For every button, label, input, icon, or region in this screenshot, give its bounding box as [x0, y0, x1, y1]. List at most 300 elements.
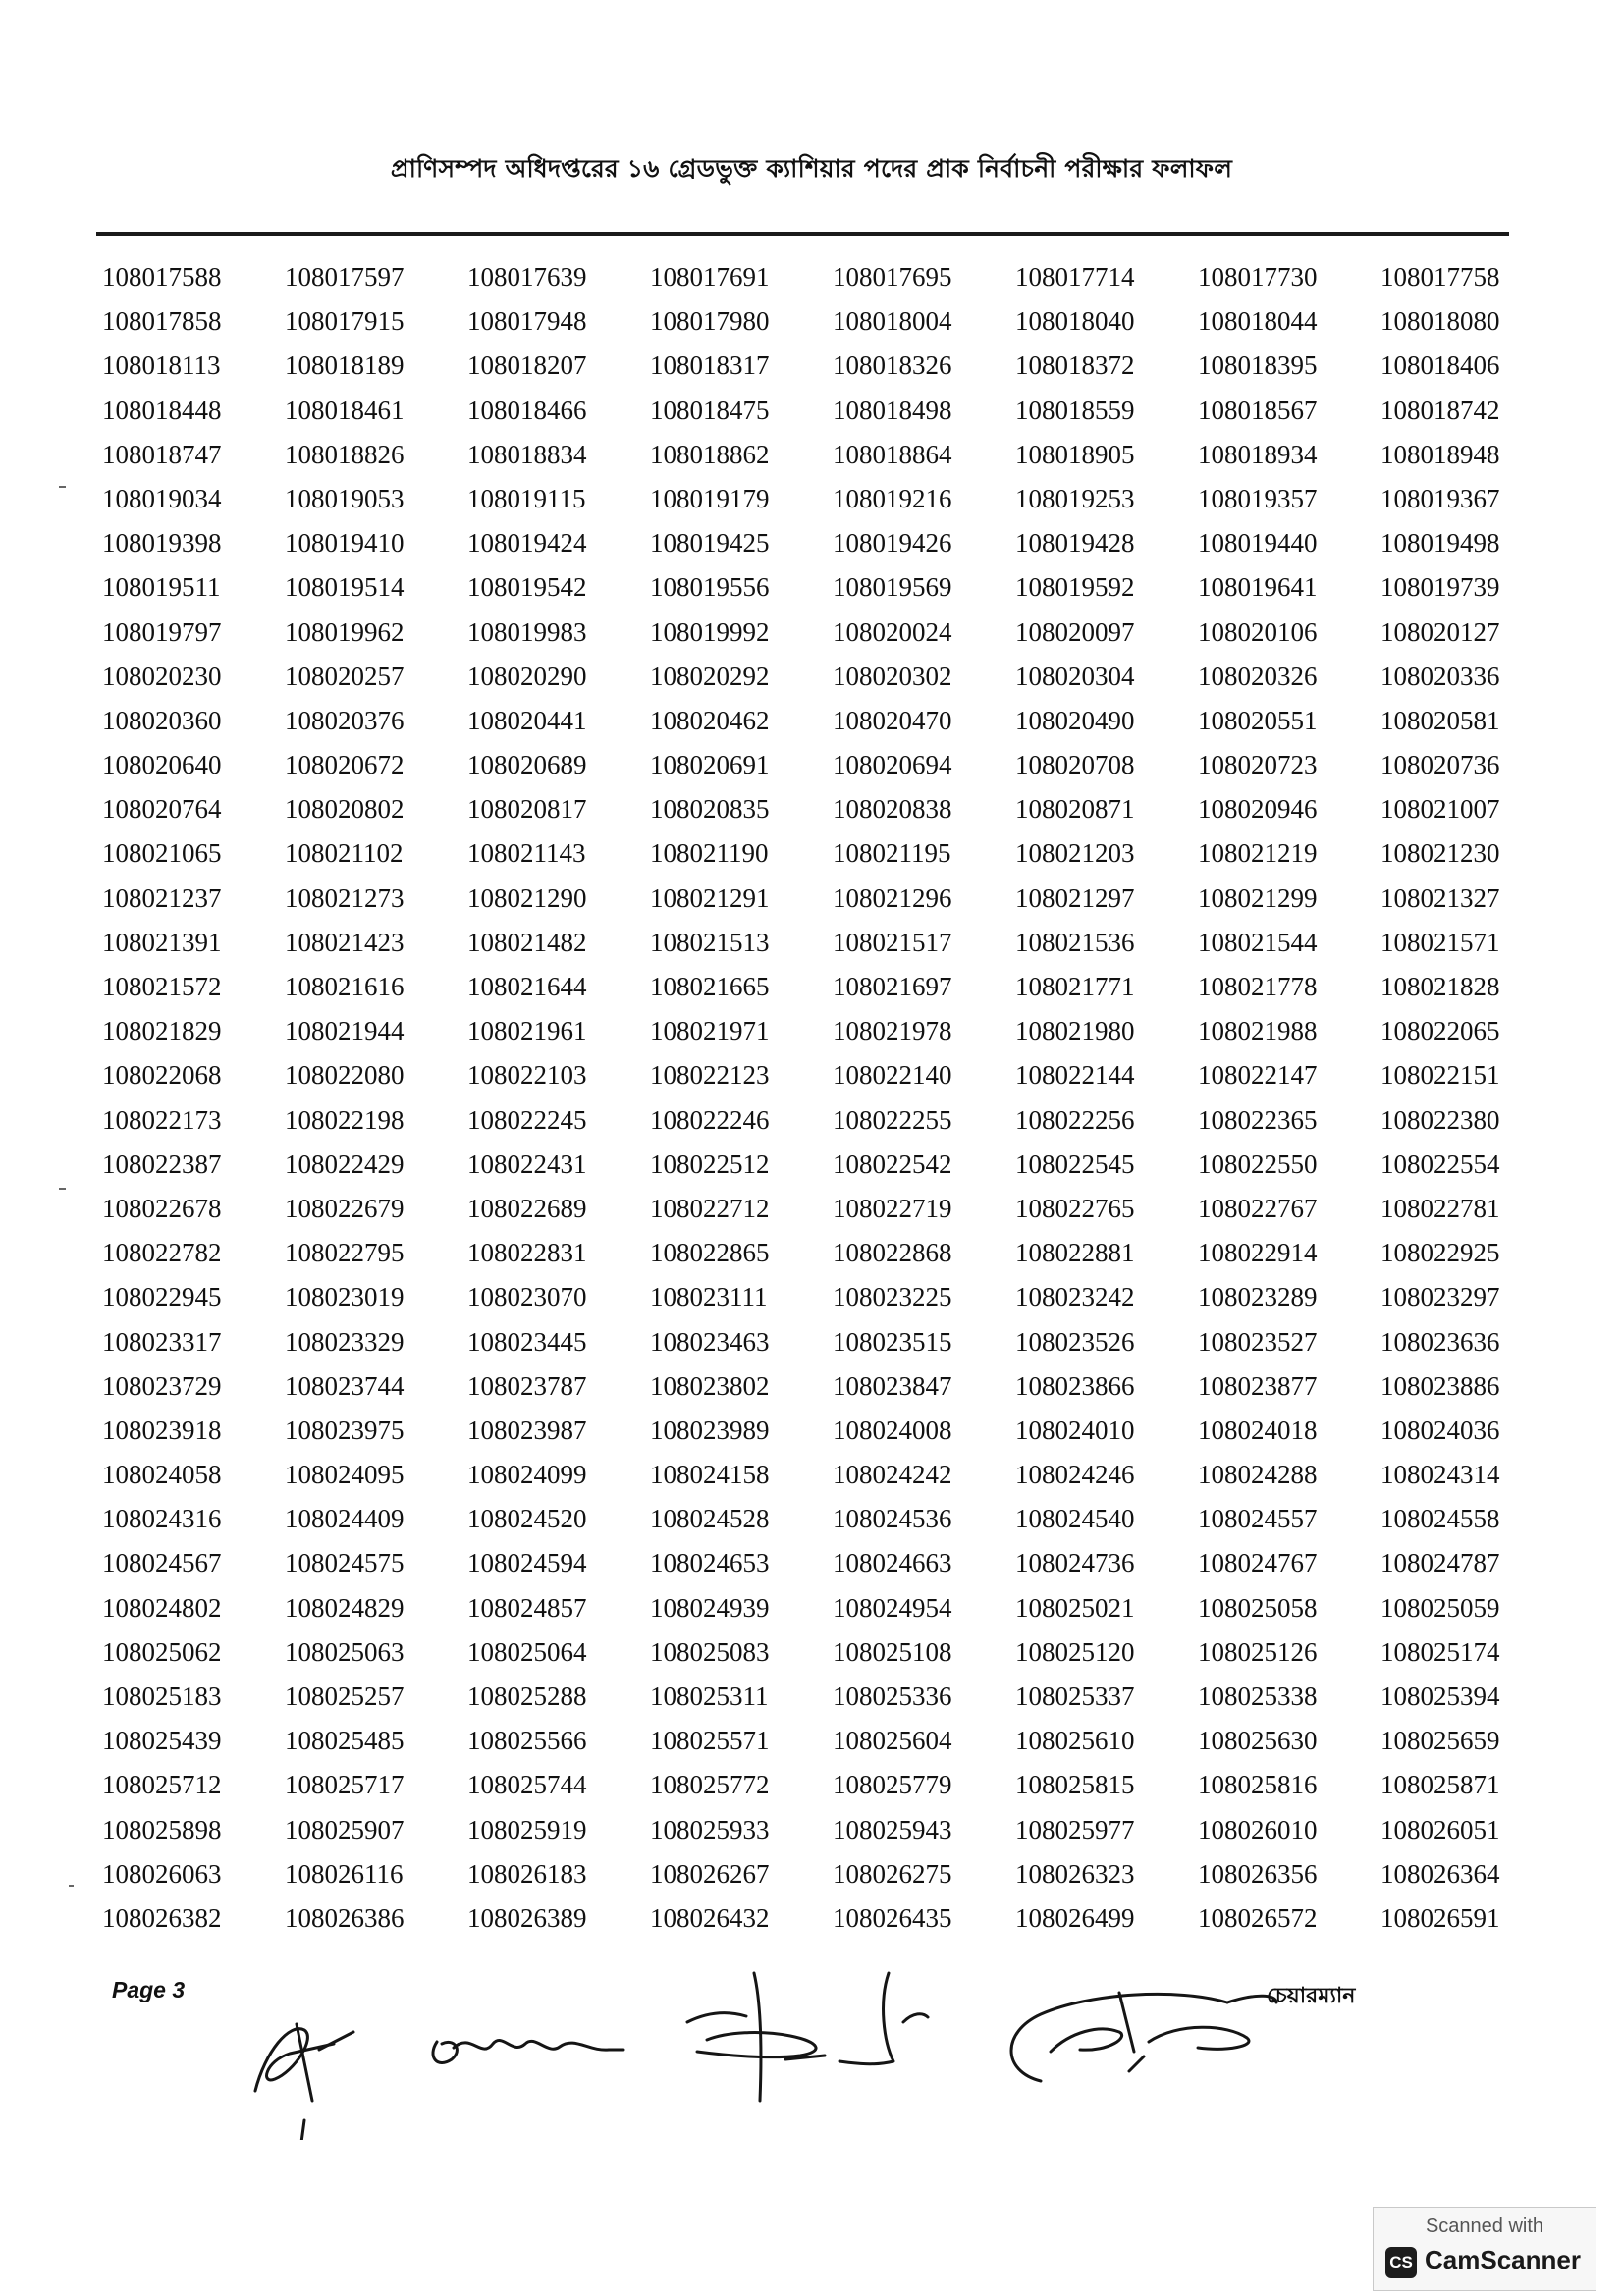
roll-number-cell: 108023987: [467, 1415, 587, 1445]
roll-number-cell: 108020708: [1015, 750, 1135, 780]
roll-number-cell: 108018372: [1015, 350, 1135, 381]
roll-number-cell: 108023847: [833, 1370, 952, 1401]
roll-number-cell: 108019034: [102, 483, 222, 513]
roll-number-cell: 108026572: [1198, 1902, 1318, 1933]
roll-number-cell: 108025083: [650, 1636, 770, 1667]
roll-number-cell: 108025610: [1015, 1726, 1135, 1756]
roll-number-cell: 108019542: [467, 572, 587, 603]
roll-number-cell: 108025919: [467, 1814, 587, 1844]
roll-number-cell: 108024857: [467, 1592, 587, 1623]
roll-number-cell: 108024829: [285, 1592, 405, 1623]
roll-number-cell: 108026591: [1380, 1902, 1500, 1933]
roll-number-cell: 108026499: [1015, 1902, 1135, 1933]
roll-number-cell: 108025898: [102, 1814, 222, 1844]
roll-number-cell: 108019739: [1380, 572, 1500, 603]
roll-number-cell: 108018044: [1198, 306, 1318, 337]
roll-number-cell: 108020127: [1380, 616, 1500, 647]
roll-number-cell: 108017714: [1015, 262, 1135, 292]
roll-number-cell: 108025062: [102, 1636, 222, 1667]
roll-number-cell: 108020326: [1198, 661, 1318, 691]
roll-number-cell: 108025120: [1015, 1636, 1135, 1667]
roll-number-cell: 108024095: [285, 1460, 405, 1490]
roll-number-cell: 108020640: [102, 750, 222, 780]
roll-number-cell: 108022689: [467, 1193, 587, 1223]
roll-number-cell: 108017588: [102, 262, 222, 292]
roll-number-cell: 108025063: [285, 1636, 405, 1667]
roll-number-cell: 108024058: [102, 1460, 222, 1490]
roll-number-cell: 108024036: [1380, 1415, 1500, 1445]
roll-number-cell: 108020292: [650, 661, 770, 691]
roll-number-cell: 108020551: [1198, 705, 1318, 735]
roll-number-cell: 108024540: [1015, 1504, 1135, 1534]
roll-number-cell: 108025021: [1015, 1592, 1135, 1623]
roll-number-cell: 108022256: [1015, 1104, 1135, 1135]
roll-number-cell: 108018948: [1380, 439, 1500, 469]
signature-2: [433, 2041, 623, 2063]
roll-number-cell: 108022140: [833, 1060, 952, 1091]
watermark-brand: CamScanner: [1425, 2245, 1581, 2274]
roll-number-cell: 108023526: [1015, 1326, 1135, 1357]
roll-number-cell: 108024288: [1198, 1460, 1318, 1490]
roll-number-cell: 108017758: [1380, 262, 1500, 292]
roll-number-cell: 108023019: [285, 1282, 405, 1312]
roll-number-cell: 108022554: [1380, 1148, 1500, 1179]
roll-number-cell: 108021482: [467, 927, 587, 957]
roll-number-cell: 108025183: [102, 1682, 222, 1711]
roll-number-cell: 108021237: [102, 882, 222, 913]
roll-number-cell: 108021190: [650, 838, 769, 869]
roll-number-cell: 108018040: [1015, 306, 1135, 337]
roll-number-cell: 108019514: [285, 572, 405, 603]
roll-number-cell: 108023515: [833, 1326, 952, 1357]
roll-number-cell: 108019498: [1380, 528, 1500, 559]
roll-number-cell: 108024528: [650, 1504, 770, 1534]
roll-number-grid: [102, 255, 1516, 1941]
roll-number-cell: 108021572: [102, 972, 222, 1001]
roll-number-cell: 108022245: [467, 1104, 587, 1135]
roll-number-cell: 108024767: [1198, 1548, 1318, 1578]
roll-number-cell: 108020360: [102, 705, 222, 735]
roll-number-cell: 108023886: [1380, 1370, 1500, 1401]
roll-number-cell: 108018934: [1198, 439, 1318, 469]
roll-number-cell: 108020257: [285, 661, 405, 691]
roll-number-cell: 108024158: [650, 1460, 770, 1490]
roll-number-cell: 108019216: [833, 483, 952, 513]
roll-number-cell: 108022542: [833, 1148, 952, 1179]
roll-number-cell: 108023877: [1198, 1370, 1318, 1401]
roll-number-cell: 108025779: [833, 1770, 952, 1800]
roll-number-cell: 108022782: [102, 1238, 222, 1268]
roll-number-cell: 108024316: [102, 1504, 222, 1534]
roll-number-cell: 108022255: [833, 1104, 952, 1135]
roll-number-cell: 108024536: [833, 1504, 952, 1534]
signature-caption: চেয়ারম্যান: [1267, 1984, 1356, 2008]
roll-number-cell: 108021978: [833, 1016, 952, 1046]
roll-number-cell: 108021291: [650, 882, 770, 913]
roll-number-cell: 108020097: [1015, 616, 1135, 647]
roll-number-cell: 108025338: [1198, 1682, 1318, 1711]
roll-number-cell: 108024653: [650, 1548, 770, 1578]
roll-number-cell: 108025394: [1380, 1682, 1500, 1711]
roll-number-cell: 108023329: [285, 1326, 405, 1357]
roll-number-cell: 108022865: [650, 1238, 770, 1268]
roll-number-cell: 108024010: [1015, 1415, 1135, 1445]
roll-number-cell: 108021971: [650, 1016, 770, 1046]
roll-number-cell: 108023744: [285, 1370, 405, 1401]
roll-number-cell: 108018461: [285, 395, 405, 425]
roll-number-cell: 108022881: [1015, 1238, 1135, 1268]
watermark-caption: Scanned with: [1425, 2216, 1544, 2237]
roll-number-cell: 108019428: [1015, 528, 1135, 559]
roll-number-cell: 108021143: [467, 838, 586, 869]
roll-number-cell: 108021290: [467, 882, 587, 913]
roll-number-cell: 108022545: [1015, 1148, 1135, 1179]
roll-number-cell: 108025659: [1380, 1726, 1500, 1756]
roll-number-cell: 108021829: [102, 1016, 222, 1046]
roll-number-cell: 108024802: [102, 1592, 222, 1623]
roll-number-cell: 108023111: [650, 1282, 768, 1312]
roll-number-cell: 108018326: [833, 350, 952, 381]
roll-number-cell: 108024558: [1380, 1504, 1500, 1534]
roll-number-cell: 108025485: [285, 1726, 405, 1756]
roll-number-cell: 108018207: [467, 350, 587, 381]
roll-number-cell: 108019053: [285, 483, 405, 513]
roll-number-cell: 108025337: [1015, 1682, 1135, 1711]
roll-number-cell: 108022914: [1198, 1238, 1318, 1268]
roll-number-cell: 108024575: [285, 1548, 405, 1578]
roll-number-cell: 108022103: [467, 1060, 587, 1091]
roll-number-cell: 108022550: [1198, 1148, 1318, 1179]
roll-number-cell: 108022198: [285, 1104, 405, 1135]
roll-number-cell: 108022431: [467, 1148, 587, 1179]
roll-number-cell: 108025174: [1380, 1636, 1500, 1667]
roll-number-cell: 108021944: [285, 1016, 405, 1046]
roll-number-cell: 108025257: [285, 1682, 405, 1711]
roll-number-cell: 108025126: [1198, 1636, 1318, 1667]
roll-number-cell: 108022147: [1198, 1060, 1318, 1091]
margin-mark: [69, 1885, 74, 1887]
roll-number-cell: 108024663: [833, 1548, 952, 1578]
roll-number-cell: 108022173: [102, 1104, 222, 1135]
roll-number-cell: 108021771: [1015, 972, 1135, 1001]
roll-number-cell: 108022925: [1380, 1238, 1500, 1268]
roll-number-cell: 108022246: [650, 1104, 770, 1135]
header-rule: [96, 232, 1509, 236]
roll-number-cell: 108025058: [1198, 1592, 1318, 1623]
roll-number-cell: 108017858: [102, 306, 222, 337]
roll-number-cell: 108024954: [833, 1592, 952, 1623]
roll-number-cell: 108019592: [1015, 572, 1135, 603]
roll-number-cell: 108022068: [102, 1060, 222, 1091]
roll-number-cell: 108021980: [1015, 1016, 1135, 1046]
roll-number-cell: 108023866: [1015, 1370, 1135, 1401]
roll-number-cell: 108021616: [285, 972, 405, 1001]
roll-number-cell: 108019426: [833, 528, 952, 559]
roll-number-cell: 108023225: [833, 1282, 952, 1312]
roll-number-cell: 108022429: [285, 1148, 405, 1179]
camscanner-logo-icon: CS: [1385, 2247, 1417, 2278]
roll-number-cell: 108019357: [1198, 483, 1318, 513]
roll-number-cell: 108023445: [467, 1326, 587, 1357]
roll-number-cell: 108021195: [833, 838, 951, 869]
roll-number-cell: 108023527: [1198, 1326, 1318, 1357]
roll-number-cell: 108018113: [102, 350, 221, 381]
roll-number-cell: 108018905: [1015, 439, 1135, 469]
roll-number-cell: 108021219: [1198, 838, 1318, 869]
roll-number-cell: 108024246: [1015, 1460, 1135, 1490]
roll-number-cell: 108018475: [650, 395, 770, 425]
roll-number-cell: 108021544: [1198, 927, 1318, 957]
roll-number-cell: 108020672: [285, 750, 405, 780]
signature-3: [687, 1973, 825, 2101]
roll-number-cell: 108024099: [467, 1460, 587, 1490]
roll-number-cell: 108025816: [1198, 1770, 1318, 1800]
roll-number-cell: 108026010: [1198, 1814, 1318, 1844]
roll-number-cell: 108020024: [833, 616, 952, 647]
roll-number-cell: 108025712: [102, 1770, 222, 1800]
roll-number-cell: 108021423: [285, 927, 405, 957]
roll-number-cell: 108025717: [285, 1770, 405, 1800]
roll-number-cell: 108021961: [467, 1016, 587, 1046]
roll-number-cell: 108024736: [1015, 1548, 1135, 1578]
roll-number-cell: 108020817: [467, 794, 587, 825]
roll-number-cell: 108025871: [1380, 1770, 1500, 1800]
roll-number-cell: 108025630: [1198, 1726, 1318, 1756]
roll-number-cell: 108018448: [102, 395, 222, 425]
roll-number-cell: 108025744: [467, 1770, 587, 1800]
roll-number-cell: 108025977: [1015, 1814, 1135, 1844]
roll-number-cell: 108020336: [1380, 661, 1500, 691]
roll-number-cell: 108020764: [102, 794, 222, 825]
roll-number-cell: 108021571: [1380, 927, 1500, 957]
page-title: প্রাণিসম্পদ অধিদপ্তরের ১৬ গ্রেডভুক্ত ক্যাশিয়ার পদের প্রাক নির্বাচনী পরীক্ষার ফলাফল: [390, 154, 1233, 183]
roll-number-cell: 108022123: [650, 1060, 770, 1091]
roll-number-cell: 108021517: [833, 927, 952, 957]
roll-number-cell: 108024409: [285, 1504, 405, 1534]
roll-number-cell: 108024939: [650, 1592, 770, 1623]
roll-number-cell: 108026063: [102, 1858, 222, 1889]
roll-number-cell: 108022380: [1380, 1104, 1500, 1135]
roll-number-cell: 108019511: [102, 572, 221, 603]
roll-number-cell: 108022679: [285, 1193, 405, 1223]
roll-number-cell: 108022765: [1015, 1193, 1135, 1223]
roll-number-cell: 108025566: [467, 1726, 587, 1756]
roll-number-cell: 108021327: [1380, 882, 1500, 913]
roll-number-cell: 108022712: [650, 1193, 770, 1223]
roll-number-cell: 108024242: [833, 1460, 952, 1490]
roll-number-cell: 108022868: [833, 1238, 952, 1268]
roll-number-cell: 108021665: [650, 972, 770, 1001]
roll-number-cell: 108017695: [833, 262, 952, 292]
roll-number-cell: 108018864: [833, 439, 952, 469]
roll-number-cell: 108021644: [467, 972, 587, 1001]
roll-number-cell: 108019424: [467, 528, 587, 559]
roll-number-cell: 108019253: [1015, 483, 1135, 513]
roll-number-cell: 108026267: [650, 1858, 770, 1889]
roll-number-cell: 108019367: [1380, 483, 1500, 513]
scanner-watermark: [1373, 2207, 1596, 2291]
roll-number-cell: 108021065: [102, 838, 222, 869]
roll-number-cell: 108019115: [467, 483, 586, 513]
roll-number-cell: 108022065: [1380, 1016, 1500, 1046]
roll-number-cell: 108020835: [650, 794, 770, 825]
roll-number-cell: 108021513: [650, 927, 770, 957]
roll-number-cell: 108026389: [467, 1902, 587, 1933]
roll-number-cell: 108022945: [102, 1282, 222, 1312]
roll-number-cell: 108021828: [1380, 972, 1500, 1001]
roll-number-cell: 108017730: [1198, 262, 1318, 292]
roll-number-cell: 108020802: [285, 794, 405, 825]
roll-number-cell: 108024787: [1380, 1548, 1500, 1578]
roll-number-cell: 108021273: [285, 882, 405, 913]
roll-number-cell: 108021988: [1198, 1016, 1318, 1046]
roll-number-cell: 108017948: [467, 306, 587, 337]
roll-number-cell: 108023317: [102, 1326, 222, 1357]
roll-number-cell: 108018466: [467, 395, 587, 425]
roll-number-cell: 108021296: [833, 882, 952, 913]
roll-number-cell: 108021299: [1198, 882, 1318, 913]
roll-number-cell: 108017980: [650, 306, 770, 337]
roll-number-cell: 108019962: [285, 616, 405, 647]
roll-number-cell: 108019797: [102, 616, 222, 647]
roll-number-cell: 108020230: [102, 661, 222, 691]
roll-number-cell: 108018406: [1380, 350, 1500, 381]
roll-number-cell: 108018004: [833, 306, 952, 337]
roll-number-cell: 108026435: [833, 1902, 952, 1933]
roll-number-cell: 108025288: [467, 1682, 587, 1711]
roll-number-cell: 108018862: [650, 439, 770, 469]
roll-number-cell: 108018189: [285, 350, 405, 381]
roll-number-cell: 108019641: [1198, 572, 1318, 603]
roll-number-cell: 108018834: [467, 439, 587, 469]
roll-number-cell: 108022719: [833, 1193, 952, 1223]
roll-number-cell: 108021536: [1015, 927, 1135, 957]
roll-number-cell: 108023975: [285, 1415, 405, 1445]
roll-number-cell: 108026275: [833, 1858, 952, 1889]
roll-number-cell: 108022151: [1380, 1060, 1500, 1091]
roll-number-cell: 108018498: [833, 395, 952, 425]
roll-number-cell: 108023989: [650, 1415, 770, 1445]
roll-number-cell: 108018826: [285, 439, 405, 469]
roll-number-cell: 108026386: [285, 1902, 405, 1933]
roll-number-cell: 108023729: [102, 1370, 222, 1401]
roll-number-cell: 108022387: [102, 1148, 222, 1179]
roll-number-cell: 108018747: [102, 439, 222, 469]
roll-number-cell: 108020302: [833, 661, 952, 691]
roll-number-cell: 108020691: [650, 750, 770, 780]
roll-number-cell: 108018742: [1380, 395, 1500, 425]
signature-4: [839, 1973, 928, 2064]
roll-number-cell: 108020581: [1380, 705, 1500, 735]
roll-number-cell: 108025439: [102, 1726, 222, 1756]
roll-number-cell: 108017691: [650, 262, 770, 292]
signature-1: [255, 2024, 353, 2140]
roll-number-cell: 108022781: [1380, 1193, 1500, 1223]
roll-number-cell: 108019425: [650, 528, 770, 559]
roll-number-cell: 108024008: [833, 1415, 952, 1445]
roll-number-cell: 108023297: [1380, 1282, 1500, 1312]
roll-number-cell: 108020290: [467, 661, 587, 691]
roll-number-cell: 108024520: [467, 1504, 587, 1534]
roll-number-cell: 108021297: [1015, 882, 1135, 913]
roll-number-cell: 108024567: [102, 1548, 222, 1578]
roll-number-cell: 108026116: [285, 1858, 404, 1889]
roll-number-cell: 108018559: [1015, 395, 1135, 425]
roll-number-cell: 108020304: [1015, 661, 1135, 691]
roll-number-cell: 108025108: [833, 1636, 952, 1667]
roll-number-cell: 108025943: [833, 1814, 952, 1844]
roll-number-cell: 108019410: [285, 528, 405, 559]
roll-number-cell: 108018080: [1380, 306, 1500, 337]
roll-number-cell: 108019983: [467, 616, 587, 647]
roll-number-cell: 108020871: [1015, 794, 1135, 825]
signature-block: [236, 1953, 1375, 2140]
roll-number-cell: 108026364: [1380, 1858, 1500, 1889]
roll-number-cell: 108020462: [650, 705, 770, 735]
roll-number-cell: 108026323: [1015, 1858, 1135, 1889]
roll-number-cell: 108022767: [1198, 1193, 1318, 1223]
roll-number-cell: 108023918: [102, 1415, 222, 1445]
roll-number-cell: 108020470: [833, 705, 952, 735]
signature-5: [1011, 1993, 1276, 2081]
roll-number-cell: 108021697: [833, 972, 952, 1001]
roll-number-cell: 108019398: [102, 528, 222, 559]
roll-number-cell: 108025907: [285, 1814, 405, 1844]
roll-number-cell: 108021778: [1198, 972, 1318, 1001]
roll-number-cell: 108023070: [467, 1282, 587, 1312]
roll-number-cell: 108026382: [102, 1902, 222, 1933]
roll-number-cell: 108024594: [467, 1548, 587, 1578]
roll-number-cell: 108023802: [650, 1370, 770, 1401]
roll-number-cell: 108022365: [1198, 1104, 1318, 1135]
roll-number-cell: 108026432: [650, 1902, 770, 1933]
roll-number-cell: 108025772: [650, 1770, 770, 1800]
roll-number-cell: 108025815: [1015, 1770, 1135, 1800]
roll-number-cell: 108022144: [1015, 1060, 1135, 1091]
roll-number-cell: 108020689: [467, 750, 587, 780]
roll-number-cell: 108024314: [1380, 1460, 1500, 1490]
roll-number-cell: 108026356: [1198, 1858, 1318, 1889]
roll-number-cell: 108020736: [1380, 750, 1500, 780]
page-number: Page 3: [112, 1977, 186, 2002]
margin-mark: [59, 1188, 66, 1190]
roll-number-cell: 108020490: [1015, 705, 1135, 735]
roll-number-cell: 108021230: [1380, 838, 1500, 869]
roll-number-cell: 108023787: [467, 1370, 587, 1401]
roll-number-cell: 108023463: [650, 1326, 770, 1357]
roll-number-cell: 108023242: [1015, 1282, 1135, 1312]
roll-number-cell: 108021007: [1380, 794, 1500, 825]
roll-number-cell: 108024557: [1198, 1504, 1318, 1534]
roll-number-cell: 108022080: [285, 1060, 405, 1091]
roll-number-cell: 108019179: [650, 483, 770, 513]
roll-number-cell: 108018395: [1198, 350, 1318, 381]
roll-number-cell: 108025059: [1380, 1592, 1500, 1623]
roll-number-cell: 108023636: [1380, 1326, 1500, 1357]
roll-number-cell: 108025571: [650, 1726, 770, 1756]
roll-number-cell: 108026051: [1380, 1814, 1500, 1844]
roll-number-cell: 108025604: [833, 1726, 952, 1756]
roll-number-cell: 108023289: [1198, 1282, 1318, 1312]
roll-number-cell: 108020723: [1198, 750, 1318, 780]
roll-number-cell: 108022678: [102, 1193, 222, 1223]
roll-number-cell: 108026183: [467, 1858, 587, 1889]
roll-number-cell: 108017639: [467, 262, 587, 292]
roll-number-cell: 108022795: [285, 1238, 405, 1268]
roll-number-cell: 108020838: [833, 794, 952, 825]
roll-number-cell: 108017915: [285, 306, 405, 337]
roll-number-cell: 108022512: [650, 1148, 770, 1179]
